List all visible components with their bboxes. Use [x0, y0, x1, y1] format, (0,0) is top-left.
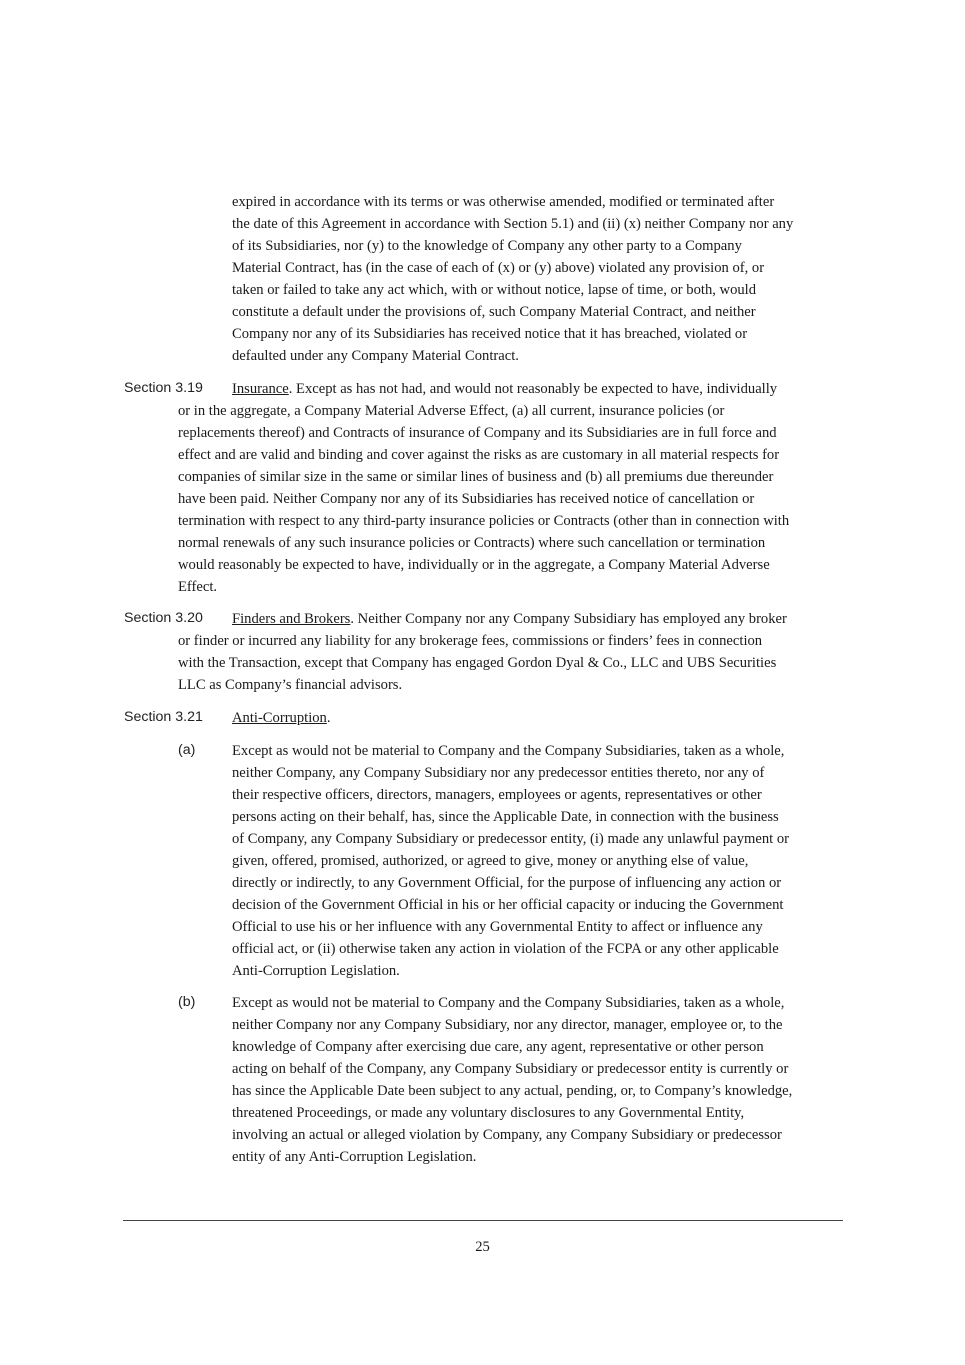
text-line: their respective officers, directors, managers, employees or agents, representatives or other	[232, 787, 762, 803]
text-line: expired in accordance with its terms or was otherwise amended, modified or terminated after	[232, 194, 775, 210]
text-line: neither Company nor any Company Subsidiary, nor any director, manager, employee or, to the	[232, 1017, 783, 1033]
text-run: . Neither Company nor any Company Subsidiary has employed any broker	[350, 611, 787, 627]
text-line	[232, 608, 787, 630]
text-line: Except as would not be material to Company and the Company Subsidiaries, taken as a whole,	[232, 743, 785, 759]
text-line: of its Subsidiaries, nor (y) to the knowledge of Company any other party to a Company	[232, 238, 742, 254]
section-label: Section 3.19	[124, 380, 203, 396]
text-line: effect and are valid and binding and cover against the risks as are customary in all material respects for	[178, 447, 780, 463]
text-line: companies of similar size in the same or similar lines of business and (b) all premiums due thereunder	[178, 469, 774, 485]
text-line: neither Company, any Company Subsidiary nor any predecessor entities thereto, nor any of	[232, 765, 765, 781]
footer-rule	[123, 1220, 843, 1221]
text-line: or in the aggregate, a Company Material Adverse Effect, (a) all current, insurance policies (or	[178, 403, 725, 419]
text-run: .	[326, 710, 331, 726]
text-line: has since the Applicable Date been subject to any actual, pending, or, to Company’s knowledge,	[232, 1083, 793, 1099]
section-heading: Finders and Brokers	[232, 611, 351, 627]
text-line	[232, 707, 331, 729]
text-line	[232, 378, 777, 400]
text-line: threatened Proceedings, or made any voluntary disclosures to any Governmental Entity,	[232, 1105, 745, 1121]
text-line: Material Contract, has (in the case of each of (x) or (y) above) violated any provision of, or	[232, 260, 765, 276]
text-line: Official to use his or her influence with any Governmental Entity to affect or influence any	[232, 919, 763, 935]
text-line: entity of any Anti-Corruption Legislation.	[232, 1149, 477, 1165]
text-line: Anti-Corruption Legislation.	[232, 963, 400, 979]
text-line: official act, or (ii) otherwise taken any action in violation of the FCPA or any other applicable	[232, 941, 779, 957]
text-line: taken or failed to take any act which, with or without notice, lapse of time, or both, would	[232, 282, 757, 298]
text-line: with the Transaction, except that Company has engaged Gordon Dyal & Co., LLC and UBS Securities	[178, 655, 777, 671]
text-line: of Company, any Company Subsidiary or predecessor entity, (i) made any unlawful payment or	[232, 831, 789, 847]
text-line: Effect.	[178, 579, 218, 595]
text-line: involving an actual or alleged violation by Company, any Company Subsidiary or predecessor	[232, 1127, 782, 1143]
text-line: constitute a default under the provisions of, such Company Material Contract, and neither	[232, 304, 756, 320]
subsection-label: (b)	[178, 994, 196, 1010]
subsection-label: (a)	[178, 742, 196, 758]
section-label: Section 3.21	[124, 709, 203, 725]
text-line: given, offered, promised, authorized, or agreed to give, money or anything else of value,	[232, 853, 749, 869]
page-number: 25	[475, 1239, 490, 1255]
text-line: would reasonably be expected to have, individually or in the aggregate, a Company Material Adverse	[178, 557, 770, 573]
text-line: have been paid. Neither Company nor any of its Subsidiaries has received notice of cancellation or	[178, 491, 755, 507]
text-line: the date of this Agreement in accordance with Section 5.1) and (ii) (x) neither Company nor any	[232, 216, 794, 232]
text-line: termination with respect to any third-party insurance policies or Contracts (other than in connection with	[178, 513, 790, 529]
text-line: Company nor any of its Subsidiaries has received notice that it has breached, violated or	[232, 326, 748, 342]
text-line: knowledge of Company after exercising due care, any agent, representative or other person	[232, 1039, 764, 1055]
section-heading: Insurance	[232, 381, 289, 397]
section-label: Section 3.20	[124, 610, 203, 626]
text-line: or finder or incurred any liability for any brokerage fees, commissions or finders’ fees in connection	[178, 633, 763, 649]
section-heading: Anti-Corruption	[232, 710, 327, 726]
text-line: replacements thereof) and Contracts of insurance of Company and its Subsidiaries are in full force and	[178, 425, 777, 441]
text-run: . Except as has not had, and would not reasonably be expected to have, individually	[288, 381, 778, 397]
text-line: acting on behalf of the Company, any Company Subsidiary or predecessor entity is currently or	[232, 1061, 789, 1077]
text-line: defaulted under any Company Material Contract.	[232, 348, 519, 364]
text-line: LLC as Company’s financial advisors.	[178, 677, 403, 693]
text-line: normal renewals of any such insurance policies or Contracts) where such cancellation or termination	[178, 535, 766, 551]
text-line: decision of the Government Official in his or her official capacity or inducing the Government	[232, 897, 784, 913]
text-line: directly or indirectly, to any Government Official, for the purpose of influencing any action or	[232, 875, 782, 891]
text-line: Except as would not be material to Company and the Company Subsidiaries, taken as a whole,	[232, 995, 785, 1011]
text-line: persons acting on their behalf, has, since the Applicable Date, in connection with the business	[232, 809, 779, 825]
